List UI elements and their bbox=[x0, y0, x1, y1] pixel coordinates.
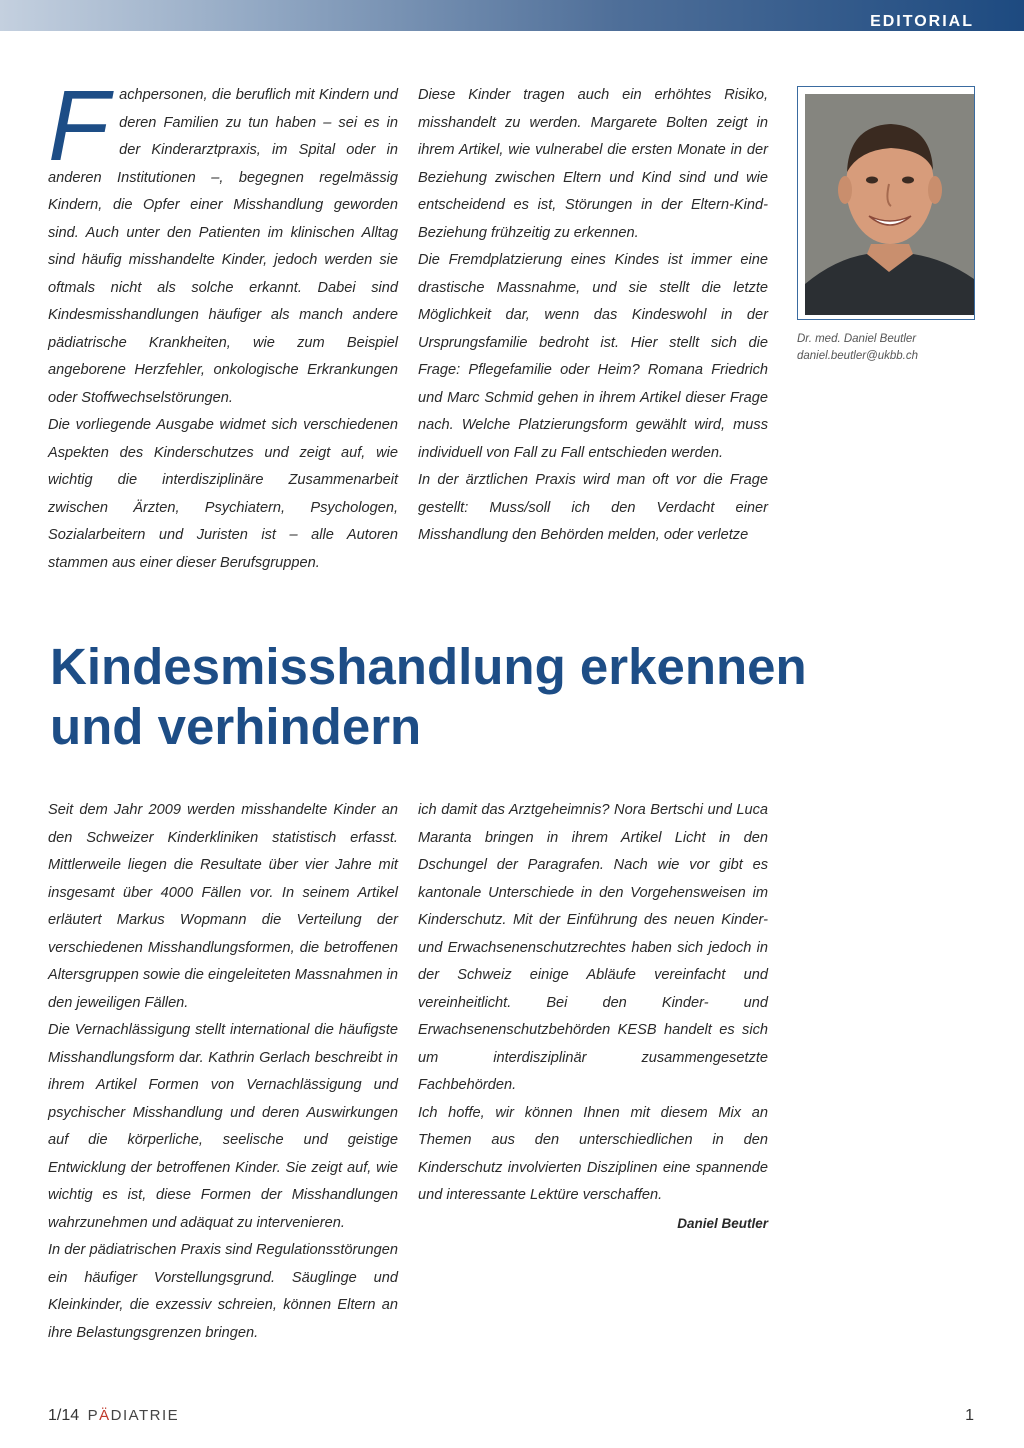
author-caption bbox=[797, 331, 997, 365]
portrait-illustration bbox=[805, 94, 974, 315]
intro-paragraph-2: Die vorliegende Ausgabe widmet sich verschiedenen Aspekten des Kinderschutzes und zeigt auf, wie wichtig die interdisziplinäre Zusammenarbeit zwischen Ärzten, Psychiatern, Psychologen, Sozialarbeitern und Juristen ist – alle Autoren stammen aus einer dieser Berufsgruppen. bbox=[48, 417, 398, 571]
column-2 bbox=[418, 82, 768, 550]
author-photo-frame bbox=[797, 86, 975, 320]
intro-column bbox=[48, 70, 398, 577]
column-2-paragraph-1: Diese Kinder tragen auch ein erhöhtes Risiko, misshandelt zu werden. Margarete Bolten zeigt in ihrem Artikel, wie vulnerabel die ersten Monate in der Beziehung zwischen Eltern und Kind sind und wie entscheidend es ist, Störungen in der Eltern-Kind-Beziehung frühzeitig zu erkennen. bbox=[418, 87, 768, 241]
column-4-paragraph-2: Ich hoffe, wir können Ihnen mit diesem Mix an Themen aus den unterschiedlichen in den Kinderschutz involvierten Disziplinen eine spannende und interessante Lektüre verschaffen. bbox=[418, 1104, 768, 1203]
author-name: Dr. med. Daniel Beutler bbox=[797, 333, 917, 345]
headline-line-2: und verhindern bbox=[50, 698, 422, 755]
headline-line-1: Kindesmisshandlung erkennen bbox=[50, 638, 807, 695]
column-4 bbox=[418, 797, 768, 1237]
column-4-paragraph-1: ich damit das Arztgeheimnis? Nora Bertschi und Luca Maranta bringen in ihrem Artikel Licht in den Dschungel der Paragrafen. Nach wie vor gibt es kantonale Unterschiede in den Vorgehensweisen im Kinderschutz. Mit der Einführung des neuen Kinder- und Erwachsenenschutzrechtes haben sich jedoch in der Schweiz einige Abläufe vereinfacht und vereinheitlicht. Bei den Kinder- und Erwachsenenschutzbehörden KESB handelt es sich um interdisziplinär zusammengesetzte Fachbehörden. bbox=[418, 802, 768, 1093]
footer-issue bbox=[48, 1407, 179, 1425]
intro-paragraph-1: achpersonen, die beruflich mit Kindern und deren Familien zu tun haben – sei es in der Kinderarztpraxis, im Spital oder in anderen Institutionen –, begegnen regelmässig Kindern, die Opfer einer Misshandlung geworden sind. Auch unter den Patienten im klinischen Alltag sind häufig misshandelte Kinder, jedoch werden sie oftmals nicht als solche erkannt. Dabei sind Kindesmisshandlungen häufiger als manch andere pädiatrische Krankheiten, wie zum Beispiel angeborene Herzfehler, onkologische Erkrankungen oder Stoffwechselstörungen. bbox=[48, 87, 398, 406]
header-bar bbox=[0, 0, 1024, 31]
issue-number: 1/14 bbox=[48, 1407, 80, 1424]
drop-cap: F bbox=[48, 70, 110, 182]
article-headline bbox=[50, 637, 950, 757]
column-2-paragraph-2: Die Fremdplatzierung eines Kindes ist immer eine drastische Massnahme, und sie stellt die letzte Möglichkeit dar, wenn das Kindeswohl in der Ursprungsfamilie bedroht ist. Hier stellt sich die Frage: Pflegefamilie oder Heim? Romana Friedrich und Marc Schmid gehen in ihrem Artikel dieser Frage nach. Welche Platzierungsform gewählt wird, muss individuell von Fall zu Fall entschieden werden. bbox=[418, 252, 768, 461]
column-3-paragraph-2: Die Vernachlässigung stellt international die häufigste Misshandlungsform dar. Kathrin Gerlach beschreibt in ihrem Artikel Formen von Vernachlässigung und psychischer Misshandlung und deren Auswirkungen auf die körperliche, seelische und geistige Entwicklung der betroffenen Kinder. Sie zeigt auf, wie wichtig es ist, diese Formen der Misshandlungen wahrzunehmen und adäquat zu intervenieren. bbox=[48, 1022, 398, 1231]
column-3-paragraph-1: Seit dem Jahr 2009 werden misshandelte Kinder an den Schweizer Kinderkliniken statistisch erfasst. Mittlerweile liegen die Resultate über vier Jahre mit insgesamt über 4000 Fällen vor. In seinem Artikel erläutert Markus Wopmann die Verteilung der verschiedenen Misshandlungsformen, die betroffenen Altersgruppen sowie die eingeleiteten Massnahmen in den jeweiligen Fällen. bbox=[48, 802, 398, 1011]
section-label: EDITORIAL bbox=[870, 13, 974, 30]
column-2-paragraph-3: In der ärztlichen Praxis wird man oft vor die Frage gestellt: Muss/soll ich den Verdacht einer Misshandlung den Behörden melden, oder verletze bbox=[418, 472, 768, 543]
column-3-paragraph-3: In der pädiatrischen Praxis sind Regulationsstörungen ein häufiger Vorstellungsgrund. Säuglinge und Kleinkinder, die exzessiv schreien, können Eltern an ihre Belastungsgrenzen bringen. bbox=[48, 1242, 398, 1341]
author-email[interactable]: daniel.beutler@ukbb.ch bbox=[797, 350, 919, 362]
column-3 bbox=[48, 797, 398, 1347]
page-number: 1 bbox=[965, 1407, 974, 1424]
magazine-name: PÄDIATRIE bbox=[87, 1407, 180, 1424]
signature: Daniel Beutler bbox=[677, 1215, 768, 1231]
author-photo bbox=[805, 94, 974, 315]
